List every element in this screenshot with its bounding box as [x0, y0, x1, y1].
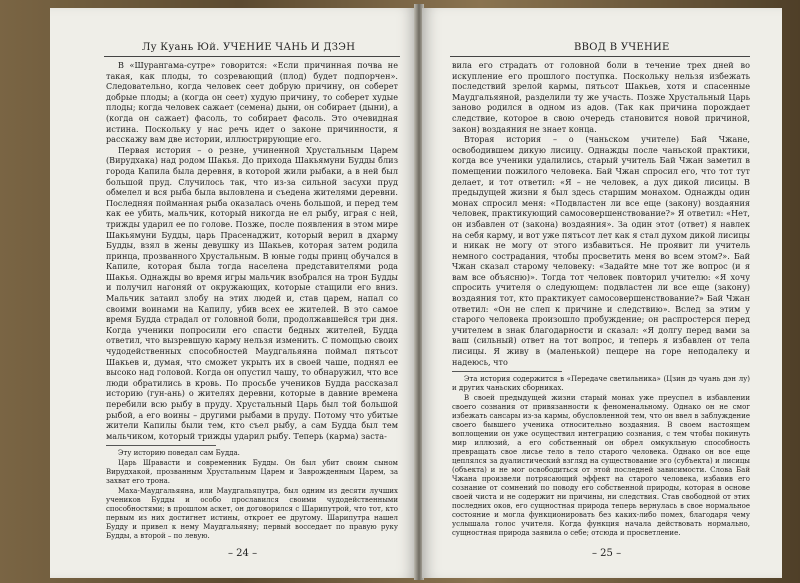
- footnote-36: Маха-Маудгальяяна, или Маудгальяпутра, был одним из десяти лучших учеников Будды и особо прославился своими чудодейственными способностями; в прошлом аскет, он договорился с Шарипутрой, что тот, кто первым из них достигнет истины, откроет ее другому. Шарипутра нашел Будду и привел к нему Маудгальяяну; первый восседает по правую руку Будды, а второй – по левую.: [106, 487, 398, 541]
- left-page: [50, 8, 416, 578]
- footnote-35: Царь Шравасти и современник Будды. Он был убит своим сыном Вирудхакой, прозванным Хрустальным Царем и Заврожденным Царем, за захват его трона.: [106, 459, 398, 486]
- right-paragraph-2: Вторая история – о (чаньском учителе) Бай Чжане, освободившем дикую лисицу. Однажды после чаньской практики, когда все ученики удалились, старый учитель Бай Чжан заметил в помещении пожилого человека. Бай Чжан спросил его, что тот тут делает, и тот ответил: «Я – не человек, а дух дикой лисицы. В предыдущей жизни я был здесь старшим монахом. Однажды один монах спросил меня: «Подвластен ли все еще (закону) воздаяния человек, практикующий самосовершенствование?» Я ответил: «Нет, он избавлен от (закона) воздаяния». За один этот (ответ) я навлек на себя карму, и вот уже пятьсот лет как я стал духом дикой лисицы и никак не могу от этого избавиться. Не проявит ли учитель немного сострадания, чтобы просветить меня во всем этом?». Бай Чжан сказал старому человеку: «Задайте мне тот же вопрос (и я вам все объясню)». Тогда тот человек повторил учителю: «Я хочу спросить учителя о следующем: подвластен ли все еще (закону) воздаяния тот, кто практикует самосовершенствование?» Бай Чжан ответил: «Он не слеп к причине и следствию». Вслед за этим у старого человека произошло пробуждение; он распростерся перед учителем в знак благодарности и сказал: «Я долгу перед вами за ваш (сильный) ответ на тот вопрос, и теперь я избавлен от тела лисицы. Я живу в (маленькой) пещере на горе неподалеку и надеюсь, что: [452, 134, 750, 367]
- footnote-38: В своей предыдущей жизни старый монах уже преуспел в избавлении своего сознания от привязанности к феноменальному. Однако он не смог избежать сансары из-за кармы, обусловленной тем, что он ввел в заблуждение своего бывшего ученика относительно воздаяния. В своем настоящем воплощении он уже осуществил интеграцию сознания, с тем чтобы покинуть мир иллюзий, а его собственный он обрел омкукльную способность превращать свое лисье тело в тело старого человека. Однако он все еще цеплялся за дуалистический взгляд на существование эго (субъекта) и лисицы (объекта) и не мог освободиться от этой последней зависимости. Слова Бай Чжана произвели потрясающий эффект на старого человека, избавив его сознание от сомнений по поводу его собственной природы, которая в основе своей чиста и не содержит ни причины, ни следствия. Став свободной от этих последних оков, его сущностная природа теперь вернулась в свое нормальное состояние и могла функционировать без каких-либо помех, благодаря чему услышала голос учителя. Когда функция начала действовать нормально, сущностная природа заявила о себе; отсюда и просветление.: [452, 394, 750, 538]
- left-footnote-rule: [106, 445, 216, 446]
- left-header-rule: [104, 56, 400, 57]
- left-page-number: – 24 –: [228, 548, 258, 559]
- right-footnotes: [452, 375, 750, 538]
- left-paragraph-2: Первая история – о резне, учиненной Хрустальным Царем (Вирудхака) над родом Шакья. До прихода Шакьямуни Будды близ города Капила была деревня, в которой жили рыбаки, а в ней был большой пруд. Случилось так, что из-за сильной засухи пруд обмелел и вся рыба была выловлена и съедена жителями деревни. Последняя пойманная рыба оказалась очень большой, и перед тем как ее убить, мальчик, который никогда не ел рыбу, играя с ней, трижды ударил ее по голове. Позже, после появления в этом мире Шакьямуни Будды, царь Прасенаджит, который верил в дхарму Будды, взял в жены девушку из Шакьев, которая затем родила принца, прозванного Хрустальным. В юные годы принц обучался в Капиле, которая была тогда населена представителями рода Шакья. Однажды во время игры мальчик взобрался на трон Будды и получил нагоняй от окружающих, которые стащили его вниз. Мальчик затаил злобу на этих людей и, став царем, напал со своими воинами на Капилу, убив всех ее жителей. В это самое время Будда страдал от головной боли, продолжавшейся три дня. Когда ученики попросили его спасти бедных жителей, Будда ответил, что вызревшую карму нельзя изменить. С помощью своих чудодейственных способностей Маудгальяяна поймал пятьсот Шакьев и, думая, что сможет укрыть их в своей чаше, поднял ее высоко над головой. Когда он опустил чашу, то обнаружил, что все люди обратились в кровь. По просьбе учеников Будда рассказал историю (гун-ань) о жителях деревни, которые в давние времена перебили всю рыбу в пруду. Хрустальный Царь был той большой рыбой, а его воины – другими рыбами в пруду. Потому что убитые жители Капилы были тем, кто съел рыбу, а сам Будда был тем мальчиком, который трижды ударил рыбу. Теперь (карма) заста-: [106, 144, 398, 441]
- left-page-body: [106, 60, 398, 542]
- right-header-rule: [450, 56, 750, 57]
- left-footnotes: [106, 449, 398, 541]
- left-running-header: Лу Куань Юй. УЧЕНИЕ ЧАНЬ И ДЗЭН: [142, 42, 356, 53]
- footnote-34: Эту историю поведал сам Будда.: [118, 449, 240, 458]
- right-running-header: ВВОД В УЧЕНИЕ: [574, 42, 670, 53]
- right-footnote-rule: [452, 371, 562, 372]
- right-page-body: [452, 60, 750, 539]
- right-paragraph-1: вила его страдать от головной боли в течение трех дней во искупление его прошлого поступка. Поскольку нельзя избежать последствий зрелой кармы, пятьсот Шакьев, хотя и спасенные Маудгальяяной, разделили ту же участь. Позже Хрустальный Царь заново родился в одном из адов. (Так как причина порождает следствие, которое в свою очередь становится новой причиной, закон) воздаяния не знает конца.: [452, 60, 750, 134]
- right-page: [422, 8, 782, 578]
- left-paragraph-1: В «Шурангама-сутре» говорится: «Если причинная почва не такая, как плоды, то созревающий (плод) будет подпорчен». Следовательно, когда человек сеет добрую причину, он соберет добрые плоды; а (когда он сеет) худую причину, то соберет худые плоды; когда человек сажает (семена) дыни, он собирает (дыни), а (когда он сажает) фасоль, то собирает фасоль. Это очевидная истина. Поскольку у нас речь идет о законе причинности, я расскажу вам две истории, иллюстрирующие его.: [106, 60, 398, 145]
- footnote-37: Эта история содержится в «Передаче светильника» (Цзин дэ чуань дэн лу) и других чаньских сборниках.: [452, 375, 750, 393]
- right-page-number: – 25 –: [592, 548, 622, 559]
